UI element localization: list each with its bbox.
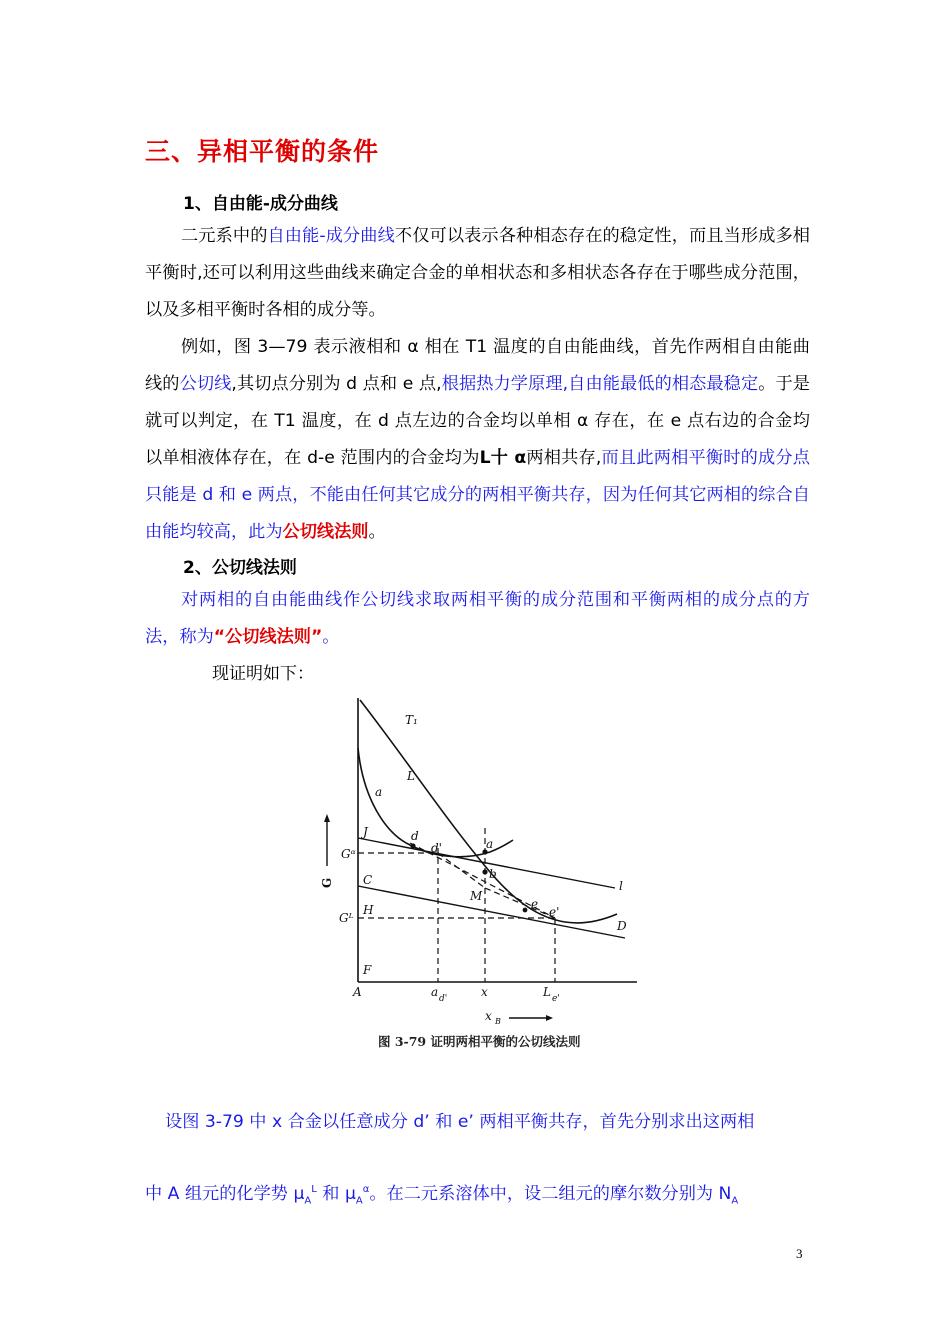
- p2-text-e: 。于是就可以判定，在 T1 温度，在 d 点左边的合金均以单相 α 存在，在 e 点右边的合金均以单相液体存在，在 d-e 范围内的合金均为: [145, 374, 810, 468]
- label-alpha-curve: a: [375, 785, 383, 799]
- label-xB: x: [485, 1009, 492, 1023]
- label-ad: a: [431, 985, 439, 999]
- label-Le: L: [543, 985, 551, 999]
- paragraph-3: [145, 582, 810, 656]
- p2-text-c: ,其切点分别为 d 点和 e 点,: [231, 374, 442, 394]
- label-b: b: [489, 867, 497, 881]
- label-A: A: [353, 985, 362, 999]
- p4-sub-A2: A: [355, 1195, 363, 1207]
- p1-text-a: 二元系中的: [181, 226, 268, 246]
- label-L: L: [407, 769, 415, 783]
- label-a-point: a: [486, 837, 494, 851]
- p2-highlight-equilibrium: 而且此两相平衡时的成分点只能是 d 和 e 两点，不能由任何其它成分的两相平衡共存，因为任何其它两相的综合自由能均较高，此为: [145, 448, 810, 542]
- label-d: d: [411, 829, 419, 843]
- p3-text-c: 。: [322, 627, 340, 647]
- p1-text-c: 不仅可以表示各种相态存在的稳定性，而且当形成多相平衡时,还可以利用这些曲线来确定合金的单相状态和多相状态各存在于哪些成分范围，以及多相平衡时各相的成分等。: [145, 226, 810, 320]
- label-l: l: [619, 879, 623, 893]
- point-d: [410, 843, 415, 848]
- section-title: 三、异相平衡的条件: [145, 137, 380, 166]
- point-b: [482, 869, 487, 874]
- point-e: [523, 908, 528, 913]
- p2-text-g: 两相共存,: [526, 448, 602, 468]
- p4-text-a: 中 A 组元的化学势 μ: [145, 1184, 305, 1204]
- label-dprime: d': [431, 841, 442, 855]
- label-GL: Gᴸ: [339, 911, 354, 925]
- dash-Me: [485, 888, 555, 918]
- subsection-title-2: 2、公切线法则: [183, 558, 297, 578]
- p4-sub-A1: A: [304, 1195, 312, 1207]
- p3-rule-name: “公切线法则”: [213, 627, 323, 647]
- p2-text-j: 。: [368, 522, 386, 542]
- p2-rule-name: 公切线法则: [282, 522, 369, 542]
- label-G: G: [320, 877, 334, 888]
- p4-sup-alpha: α: [362, 1184, 370, 1195]
- p1-highlight: 自由能-成分曲线: [267, 226, 395, 246]
- paragraph-1: [145, 218, 810, 329]
- label-F: F: [363, 963, 372, 977]
- paragraph-4-line-2: [145, 1172, 810, 1219]
- p2-text-a: 例如，图 3—79 表示液相和 α 相在 T1 温度的自由能曲线，首先作两相自由能曲线的: [145, 337, 810, 394]
- p2-phase-label: L十 α: [479, 448, 527, 468]
- label-M: M: [470, 889, 483, 903]
- label-C: C: [363, 873, 373, 887]
- label-eprime: e': [549, 905, 560, 919]
- g-axis-label: [320, 814, 334, 888]
- paragraph-2: [145, 329, 810, 551]
- p3-text-a: 对两相的自由能曲线作公切线求取两相平衡的成分范围和平衡两相的成分点的方法，称为: [145, 590, 810, 647]
- label-x: x: [481, 985, 488, 999]
- label-H: H: [363, 903, 374, 917]
- p2-highlight-principle: 根据热力学原理,自由能最低的相态最稳定: [441, 374, 759, 394]
- label-Ga: Gᵅ: [341, 847, 356, 861]
- paragraph-4-line-1: [145, 1104, 810, 1140]
- label-ad-sub: d': [439, 994, 448, 1004]
- p4-sub-NA: A: [731, 1195, 739, 1207]
- p4-line1: 设图 3-79 中 x 合金以任意成分 d’ 和 e’ 两相平衡共存，首先分别求出这两相: [165, 1112, 755, 1132]
- free-energy-figure: [320, 688, 645, 1038]
- page-number: 3: [796, 1246, 803, 1261]
- p4-sup-L: L: [311, 1184, 317, 1195]
- line-CD: [358, 886, 625, 938]
- figure-caption: 图 3-79 证明两相平衡的公切线法则: [378, 1034, 581, 1049]
- p2-highlight-common-tangent: 公切线: [179, 374, 232, 394]
- xB-arrow-head: [546, 1015, 553, 1021]
- label-D: D: [617, 919, 627, 933]
- label-J: J: [363, 825, 368, 839]
- label-e: e: [531, 897, 539, 911]
- label-Le-sub: e': [552, 994, 560, 1004]
- label-xB-sub: B: [495, 1017, 501, 1026]
- label-T1: T₁: [405, 713, 418, 727]
- g-arrow-head: [324, 814, 330, 822]
- proof-lead: 现证明如下：: [212, 664, 314, 684]
- subsection-title-1: 1、自由能-成分曲线: [183, 194, 338, 214]
- p4-text-b: 。在二元系溶体中，设二组元的摩尔数分别为 N: [369, 1184, 732, 1204]
- p4-text-mid: 和 μ: [322, 1184, 356, 1204]
